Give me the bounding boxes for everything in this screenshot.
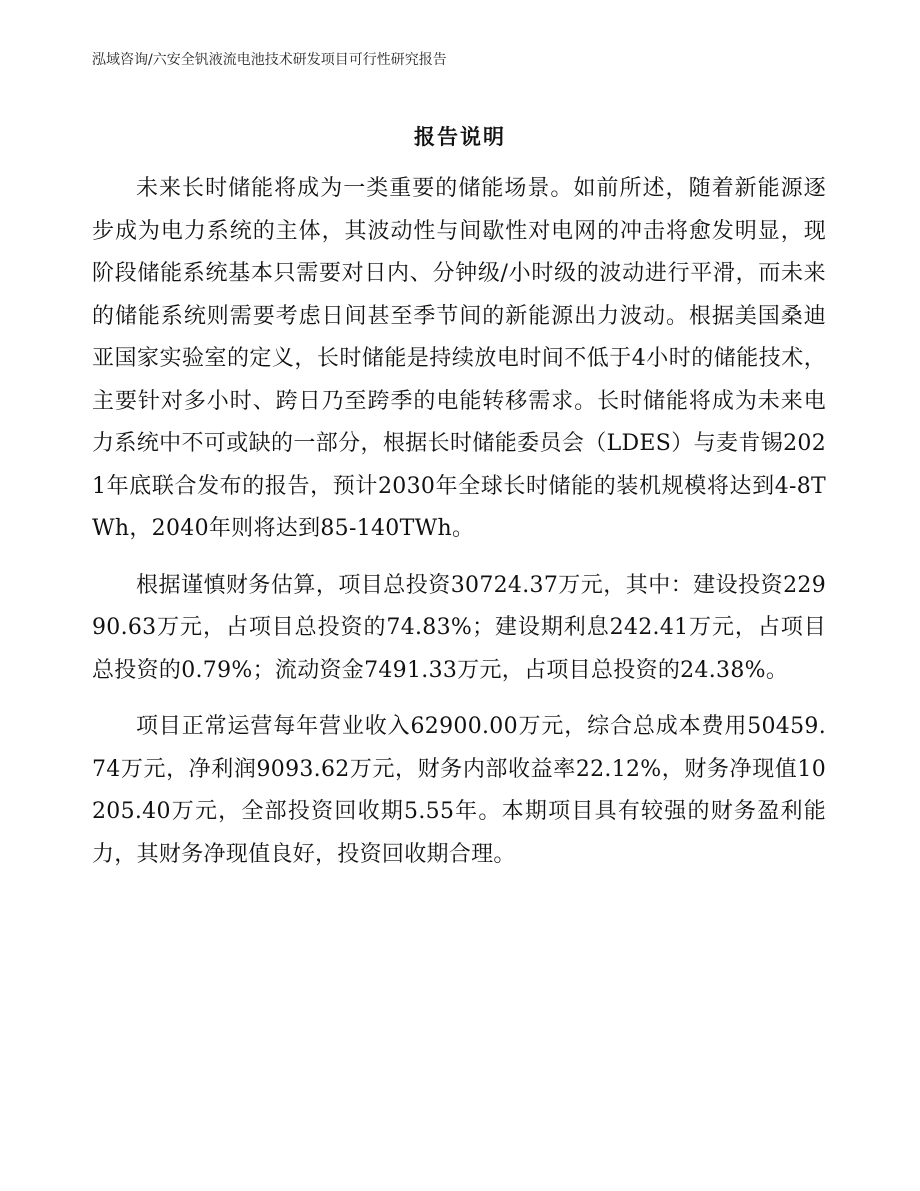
paragraph-financial-returns: 项目正常运营每年营业收入62900.00万元，综合总成本费用50459.74万元，净利润9093.62万元，财务内部收益率22.12%，财务净现值10205.40万元，全部投资回收期5.55年。本期项目具有较强的财务盈利能力，其财务净现值良好，投资回收期合理。 [92, 714, 826, 867]
paragraph-investment-estimate: 根据谨慎财务估算，项目总投资30724.37万元，其中：建设投资22990.63万元，占项目总投资的74.83%；建设期利息242.41万元，占项目总投资的0.79%；流动资金7491.33万元，占项目总投资的24.38%。 [92, 572, 826, 683]
paragraph-long-duration-storage: 未来长时储能将成为一类重要的储能场景。如前所述，随着新能源逐步成为电力系统的主体，其波动性与间歇性对电网的冲击将愈发明显，现阶段储能系统基本只需要对日内、分钟级/小时级的波动进行平滑，而未来的储能系统则需要考虑日间甚至季节间的新能源出力波动。根据美国桑迪亚国家实验室的定义，长时储能是持续放电时间不低于4小时的储能技术，主要针对多小时、跨日乃至跨季的电能转移需求。长时储能将成为未来电力系统中不可或缺的一部分，根据长时储能委员会（LDES）与麦肯锡2021年底联合发布的报告，预计2030年全球长时储能的装机规模将达到4-8TWh，2040年则将达到85-140TWh。 [92, 176, 826, 541]
section-title: 报告说明 [414, 124, 506, 149]
report-body [92, 168, 826, 890]
running-header: 泓域咨询/六安全钒液流电池技术研发项目可行性研究报告 [92, 52, 447, 68]
